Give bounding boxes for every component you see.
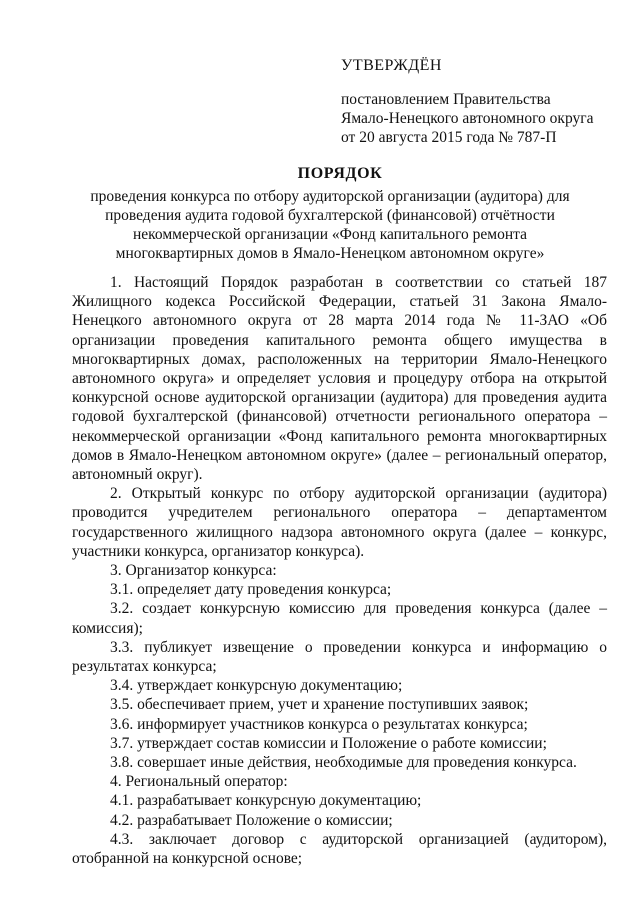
paragraph: 3.2. создает конкурсную комиссию для проведения конкурса (далее – комиссия); [72,600,607,637]
paragraph: 3.4. утверждает конкурсную документацию; [110,677,403,695]
document-body [72,273,607,868]
approval-line: от 20 августа 2015 года № 787-П [341,129,557,146]
document-subtitle: проведения конкурса по отбору аудиторской организации (аудитора) для проведения аудита годовой бухгалтерской (финансовой) отчётности некоммерческой организации «Фонд капитального ремонта многоквартирных домов в Ямало-Ненецком автономном округе» [90,188,570,262]
paragraph: 3.1. определяет дату проведения конкурса; [110,581,392,599]
paragraph: 3. Организатор конкурса: [110,562,277,580]
paragraph: 4. Региональный оператор: [110,773,288,791]
document-title: ПОРЯДОК [297,165,383,182]
paragraph: 3.6. информирует участников конкурса о результатах конкурса; [110,715,528,733]
paragraph: 3.5. обеспечивает прием, учет и хранение поступивших заявок; [110,696,529,714]
approval-block [341,56,621,147]
paragraph: 3.3. публикует извещение о проведении конкурса и информацию о результатах конкурса; [72,638,607,676]
paragraph: 3.8. совершает иные действия, необходимые для проведения конкурса. [110,754,577,772]
paragraph: 1. Настоящий Порядок разработан в соответствии со статьей 187 Жилищного кодекса Российской Федерации, статьей 31 Закона Ямало-Ненецкого автономного округа от 28 марта 2014 года № 11-ЗАО «Об организации проведения капитального ремонта общего имущества в многоквартирных домах, расположенных на территории Ямало-Ненецкого автономного округа» и определяет условия и процедуру отбора на открытой конкурсной основе аудиторской организации (аудитора) для проведения аудита годовой бухгалтерской (финансовой) отчетности регионального оператора – некоммерческой организации «Фонд капитального ремонта многоквартирных домов в Ямало-Ненецком автономном округе» (далее – региональный оператор, автономный округ). [72,274,607,484]
paragraph: 2. Открытый конкурс по отбору аудиторской организации (аудитора) проводится учредителем регионального оператора – департаментом государственного жилищного надзора автономного округа (далее – конкурс, участники конкурса, организатор конкурса). [72,485,607,560]
paragraph: 4.3. заключает договор с аудиторской организацией (аудитором), отобранной на конкурсной основе; [72,830,607,868]
paragraph: 4.2. разрабатывает Положение о комиссии; [110,811,393,829]
paragraph: 4.1. разрабатывает конкурсную документацию; [110,792,422,810]
approval-stamp: УТВЕРЖДЁН [341,57,442,74]
approval-line: Ямало-Ненецкого автономного округа [341,110,594,127]
paragraph: 3.7. утверждает состав комиссии и Положение о работе комиссии; [110,734,547,752]
approval-line: постановлением Правительства [341,91,551,108]
